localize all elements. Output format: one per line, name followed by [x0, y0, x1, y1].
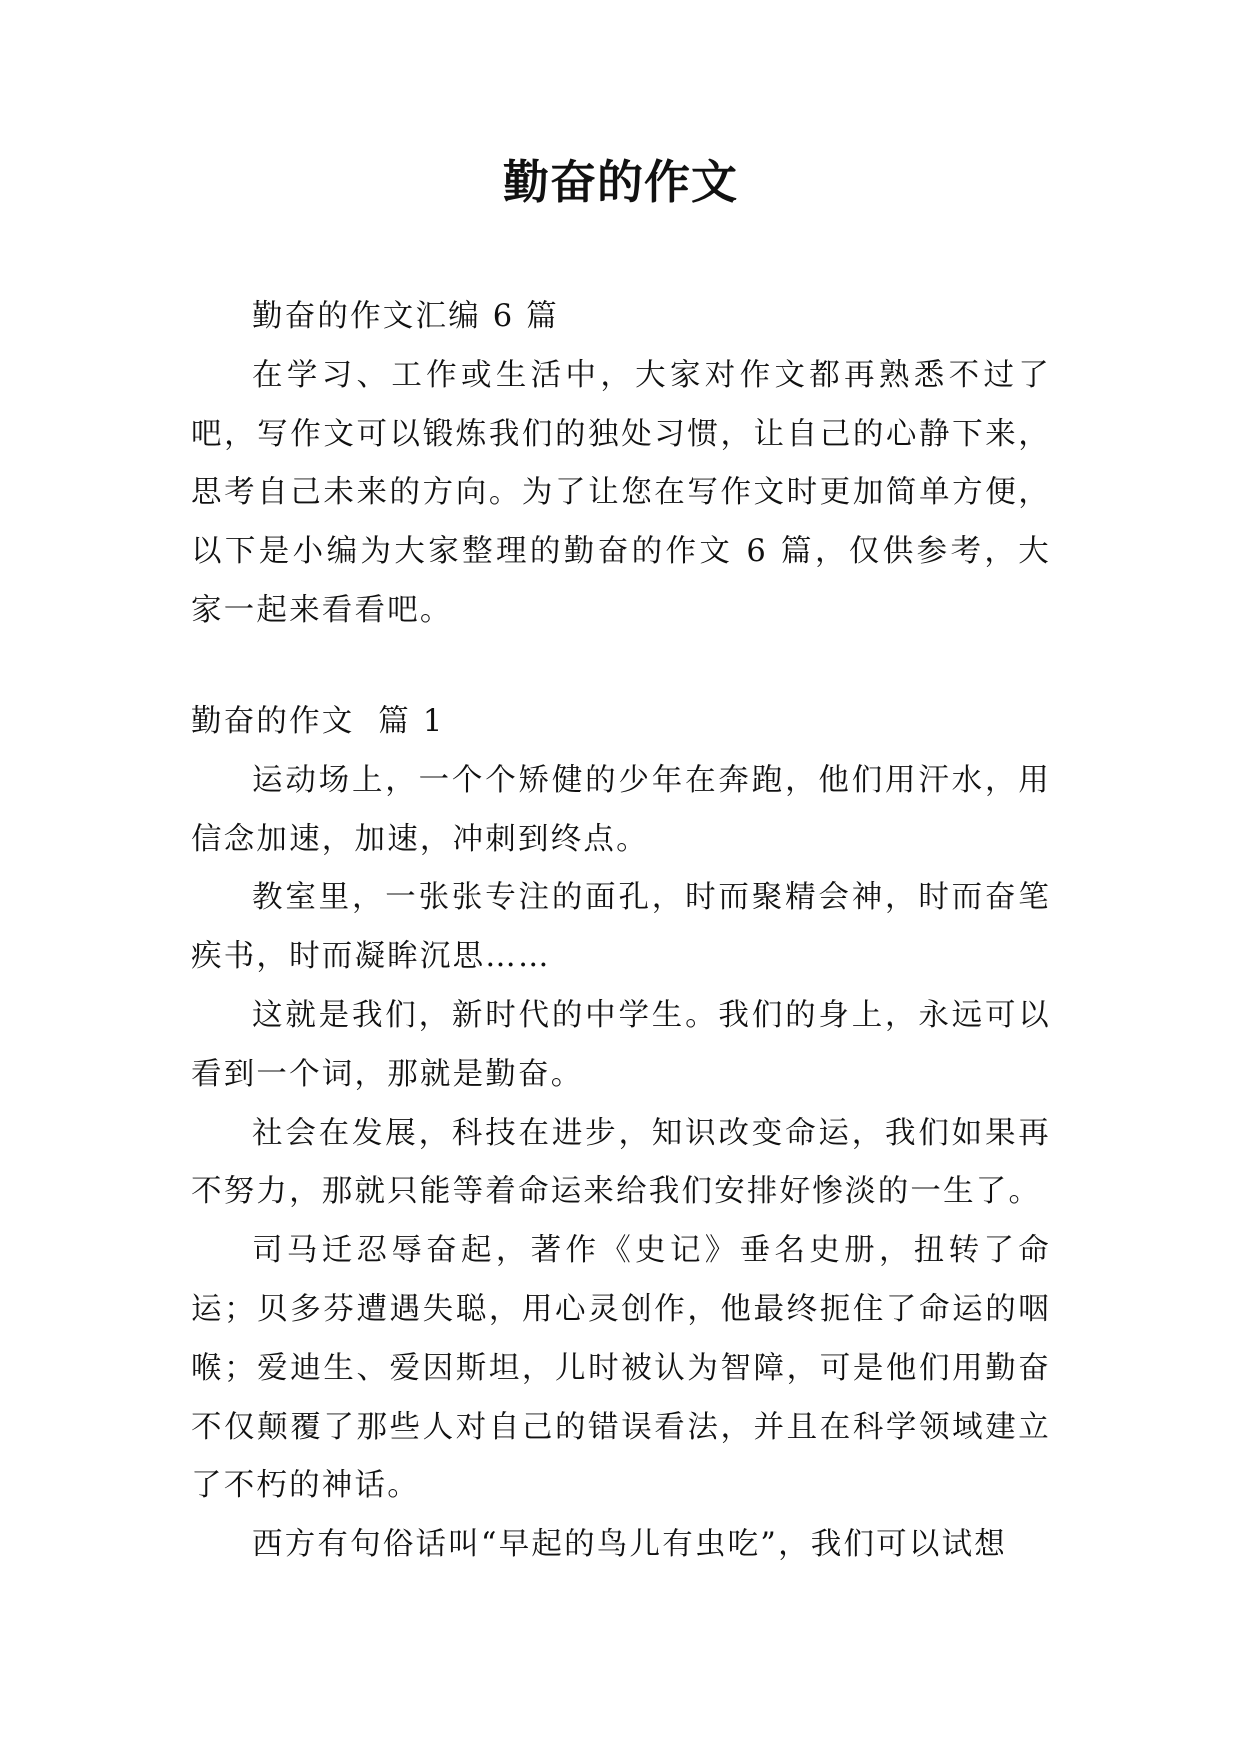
essay-paragraph: 司马迁忍辱奋起，著作《史记》垂名史册，扭转了命运；贝多芬遭遇失聪，用心灵创作，他最终扼住了命运的咽喉；爱迪生、爱因斯坦，儿时被认为智障，可是他们用勤奋不仅颠覆了那些人对自己的错误看法，并且在科学领域建立了不朽的神话。	[191, 1233, 1051, 1504]
essay-paragraph: 运动场上，一个个矫健的少年在奔跑，他们用汗水，用信念加速，加速，冲刺到终点。	[191, 762, 1051, 857]
intro-section	[191, 288, 1051, 641]
section-heading: 勤奋的作文 篇 1	[191, 704, 445, 739]
page-title: 勤奋的作文	[503, 155, 738, 209]
essay-paragraph: 社会在发展，科技在进步，知识改变命运，我们如果再不努力，那就只能等着命运来给我们安排好惨淡的一生了。	[191, 1115, 1051, 1210]
essay-paragraph: 西方有句俗话叫“早起的鸟儿有虫吃”，我们可以试想	[252, 1527, 1007, 1563]
document-subtitle: 勤奋的作文汇编 6 篇	[252, 299, 559, 334]
intro-paragraph: 在学习、工作或生活中，大家对作文都再熟悉不过了吧，写作文可以锻炼我们的独处习惯，让自己的心静下来，思考自己未来的方向。为了让您在写作文时更加简单方便，以下是小编为大家整理的勤奋的作文 6 篇，仅供参考，大家一起来看看吧。	[191, 357, 1051, 628]
essay-paragraph: 这就是我们，新时代的中学生。我们的身上，永远可以看到一个词，那就是勤奋。	[191, 997, 1051, 1092]
essay-section	[191, 693, 1051, 1575]
essay-paragraph: 教室里，一张张专注的面孔，时而聚精会神，时而奋笔疾书，时而凝眸沉思……	[191, 880, 1051, 975]
